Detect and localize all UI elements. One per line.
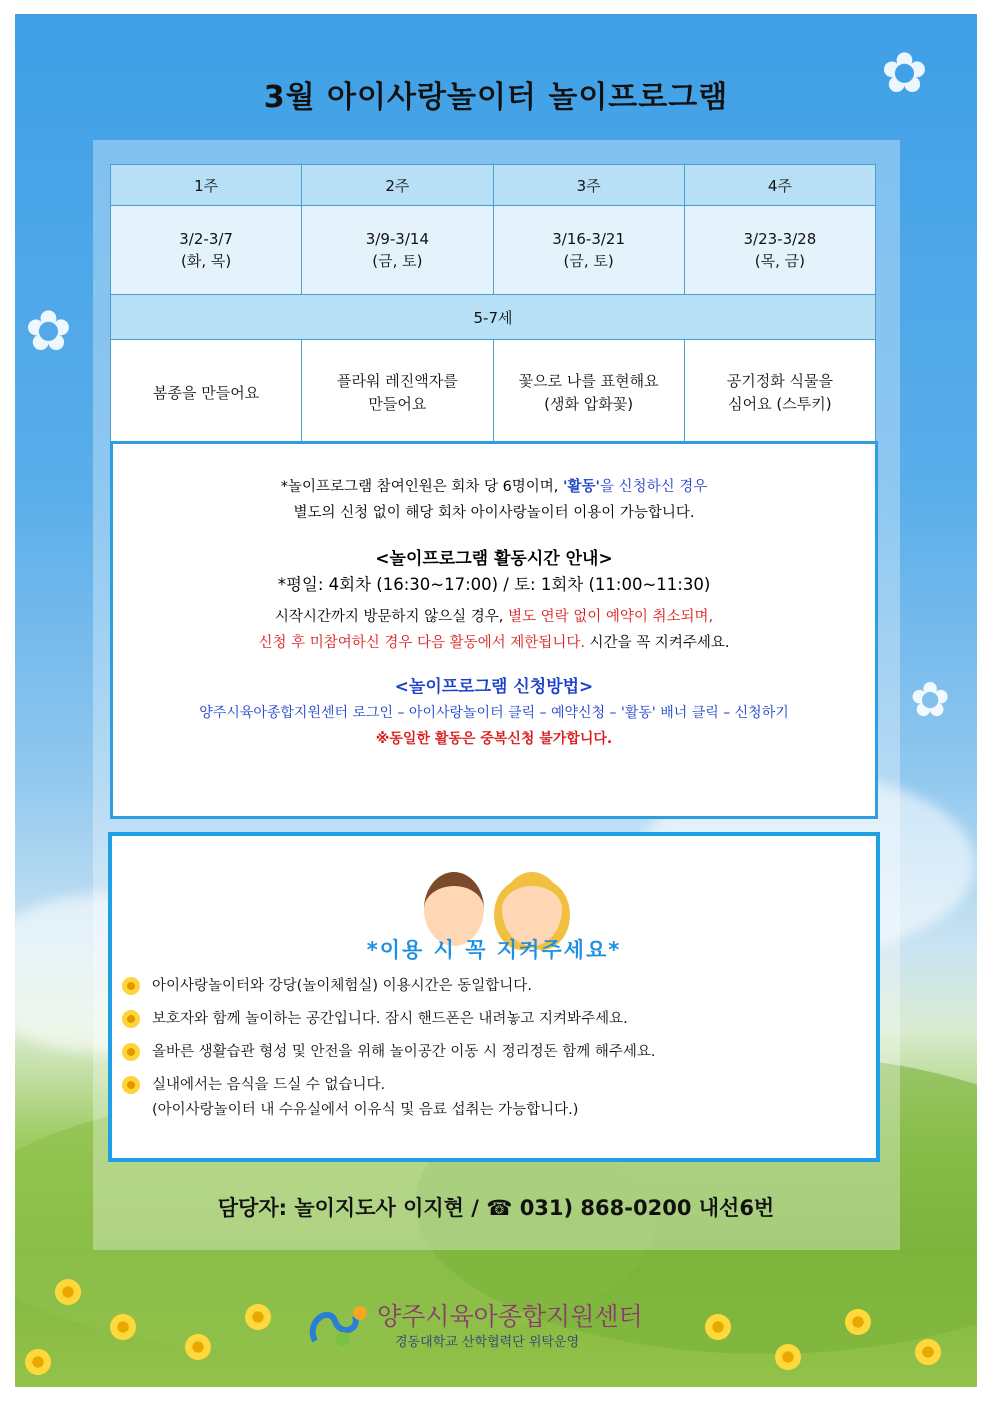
activity-cell [302, 340, 493, 447]
date-range: 3/16-3/21 [552, 230, 626, 248]
rule-subtext: (아이사랑놀이터 내 수유실에서 이유식 및 음료 섭취는 가능합니다.) [152, 1102, 579, 1118]
warn-line [113, 630, 875, 656]
rule-item [122, 974, 532, 998]
rule-text: 아이사랑놀이터와 강당(놀이체험실) 이용시간은 동일합니다. [152, 978, 532, 994]
daisy-icon [245, 1304, 271, 1330]
weekdays: (목, 금) [754, 252, 805, 270]
daisy-icon [55, 1279, 81, 1305]
date-cell [684, 206, 875, 295]
flower-bullet-icon [122, 1076, 140, 1094]
weekdays: (금, 토) [372, 252, 423, 270]
date-cell [302, 206, 493, 295]
date-row [111, 206, 876, 295]
info-line [113, 474, 875, 500]
activity-text: 꽃으로 나를 표현해요 [518, 372, 659, 390]
daisy-icon [110, 1314, 136, 1340]
weekdays: (화, 목) [181, 252, 232, 270]
info-text: *놀이프로그램 참여인원은 회차 당 6명이며, [280, 479, 564, 495]
daisy-icon [775, 1344, 801, 1370]
center-sub: 경동대학교 산학협력단 위탁운영 [395, 1335, 580, 1350]
date-cell [111, 206, 302, 295]
daisy-icon [705, 1314, 731, 1340]
usage-rules-box [108, 832, 880, 1162]
info-highlight: '활동' [563, 479, 600, 495]
activity-text: 플라워 레진액자를 [337, 372, 458, 390]
info-text: 을 신청하신 경우 [599, 479, 708, 495]
apply-heading: <놀이프로그램 신청방법> [394, 677, 594, 697]
activity-cell [111, 340, 302, 447]
activity-cell [493, 340, 684, 447]
week-row [111, 165, 876, 206]
week-cell: 3주 [493, 165, 684, 206]
kids-illustration [412, 864, 582, 934]
activity-row [111, 340, 876, 447]
center-name: 양주시육아종합지원센터 [377, 1303, 643, 1331]
activity-cell [684, 340, 875, 447]
center-logo-icon [305, 1301, 375, 1351]
flower-icon: ✿ [881, 41, 928, 106]
contact-info: 담당자: 놀이지도사 이지현 / ☎ 031) 868-0200 내선6번 [217, 1196, 775, 1220]
page-title: 3월 아이사랑놀이터 놀이프로그램 [263, 80, 729, 115]
flower-bullet-icon [122, 977, 140, 995]
daisy-icon [845, 1309, 871, 1335]
activity-text: 심어요 (스투키) [728, 395, 832, 413]
poster-background [15, 14, 977, 1387]
age-cell: 5-7세 [111, 295, 876, 340]
weekdays: (금, 토) [563, 252, 614, 270]
warn-text: 시작시간까지 방문하지 않으실 경우, [274, 609, 508, 625]
apply-note: ※동일한 활동은 중복신청 불가합니다. [375, 731, 613, 747]
program-info-box [110, 441, 878, 819]
info-line: 별도의 신청 없이 해당 회차 아이사랑놀이터 이용이 가능합니다. [293, 505, 695, 521]
flower-bullet-icon [122, 1043, 140, 1061]
daisy-icon [185, 1334, 211, 1360]
date-range: 3/9-3/14 [365, 230, 429, 248]
apply-steps: 양주시육아종합지원센터 로그인 – 아이사랑놀이터 클릭 – 예약신청 – '활동' 배너 클릭 – 신청하기 [199, 705, 789, 721]
daisy-icon [25, 1349, 51, 1375]
center-logo [305, 1297, 705, 1357]
age-row [111, 295, 876, 340]
rule-text: 보호자와 함께 놀이하는 공간입니다. 잠시 핸드폰은 내려놓고 지켜봐주세요. [152, 1011, 628, 1027]
rule-text: 실내에서는 음식을 드실 수 없습니다. [152, 1077, 386, 1093]
time-heading: <놀이프로그램 활동시간 안내> [375, 549, 613, 569]
rule-item [122, 1040, 656, 1064]
flower-icon: ✿ [910, 672, 951, 728]
warn-highlight: 별도 연락 없이 예약이 취소되며, [508, 609, 714, 625]
flower-icon: ✿ [25, 299, 72, 364]
rule-item [122, 1073, 385, 1097]
week-cell: 1주 [111, 165, 302, 206]
warn-text: 시간을 꼭 지켜주세요. [584, 635, 730, 651]
rules-heading: *이용 시 꼭 지켜주세요* [366, 938, 622, 962]
time-detail: *평일: 4회차 (16:30~17:00) / 토: 1회차 (11:00~11:30) [277, 575, 711, 594]
date-range: 3/2-3/7 [179, 230, 233, 248]
activity-text: 만들어요 [368, 395, 427, 413]
rule-text: 올바른 생활습관 형성 및 안전을 위해 놀이공간 이동 시 정리정돈 함께 해주세요. [152, 1044, 656, 1060]
activity-text: 봄종을 만들어요 [153, 383, 260, 402]
week-cell: 2주 [302, 165, 493, 206]
rule-item [122, 1007, 628, 1031]
activity-text: 공기정화 식물을 [726, 372, 833, 390]
warn-line [113, 604, 875, 630]
schedule-table [110, 164, 876, 447]
date-cell [493, 206, 684, 295]
activity-text: (생화 압화꽃) [544, 395, 634, 413]
daisy-icon [915, 1339, 941, 1365]
week-cell: 4주 [684, 165, 875, 206]
warn-highlight: 신청 후 미참여하신 경우 다음 활동에서 제한됩니다. [258, 635, 585, 651]
date-range: 3/23-3/28 [743, 230, 817, 248]
flower-bullet-icon [122, 1010, 140, 1028]
